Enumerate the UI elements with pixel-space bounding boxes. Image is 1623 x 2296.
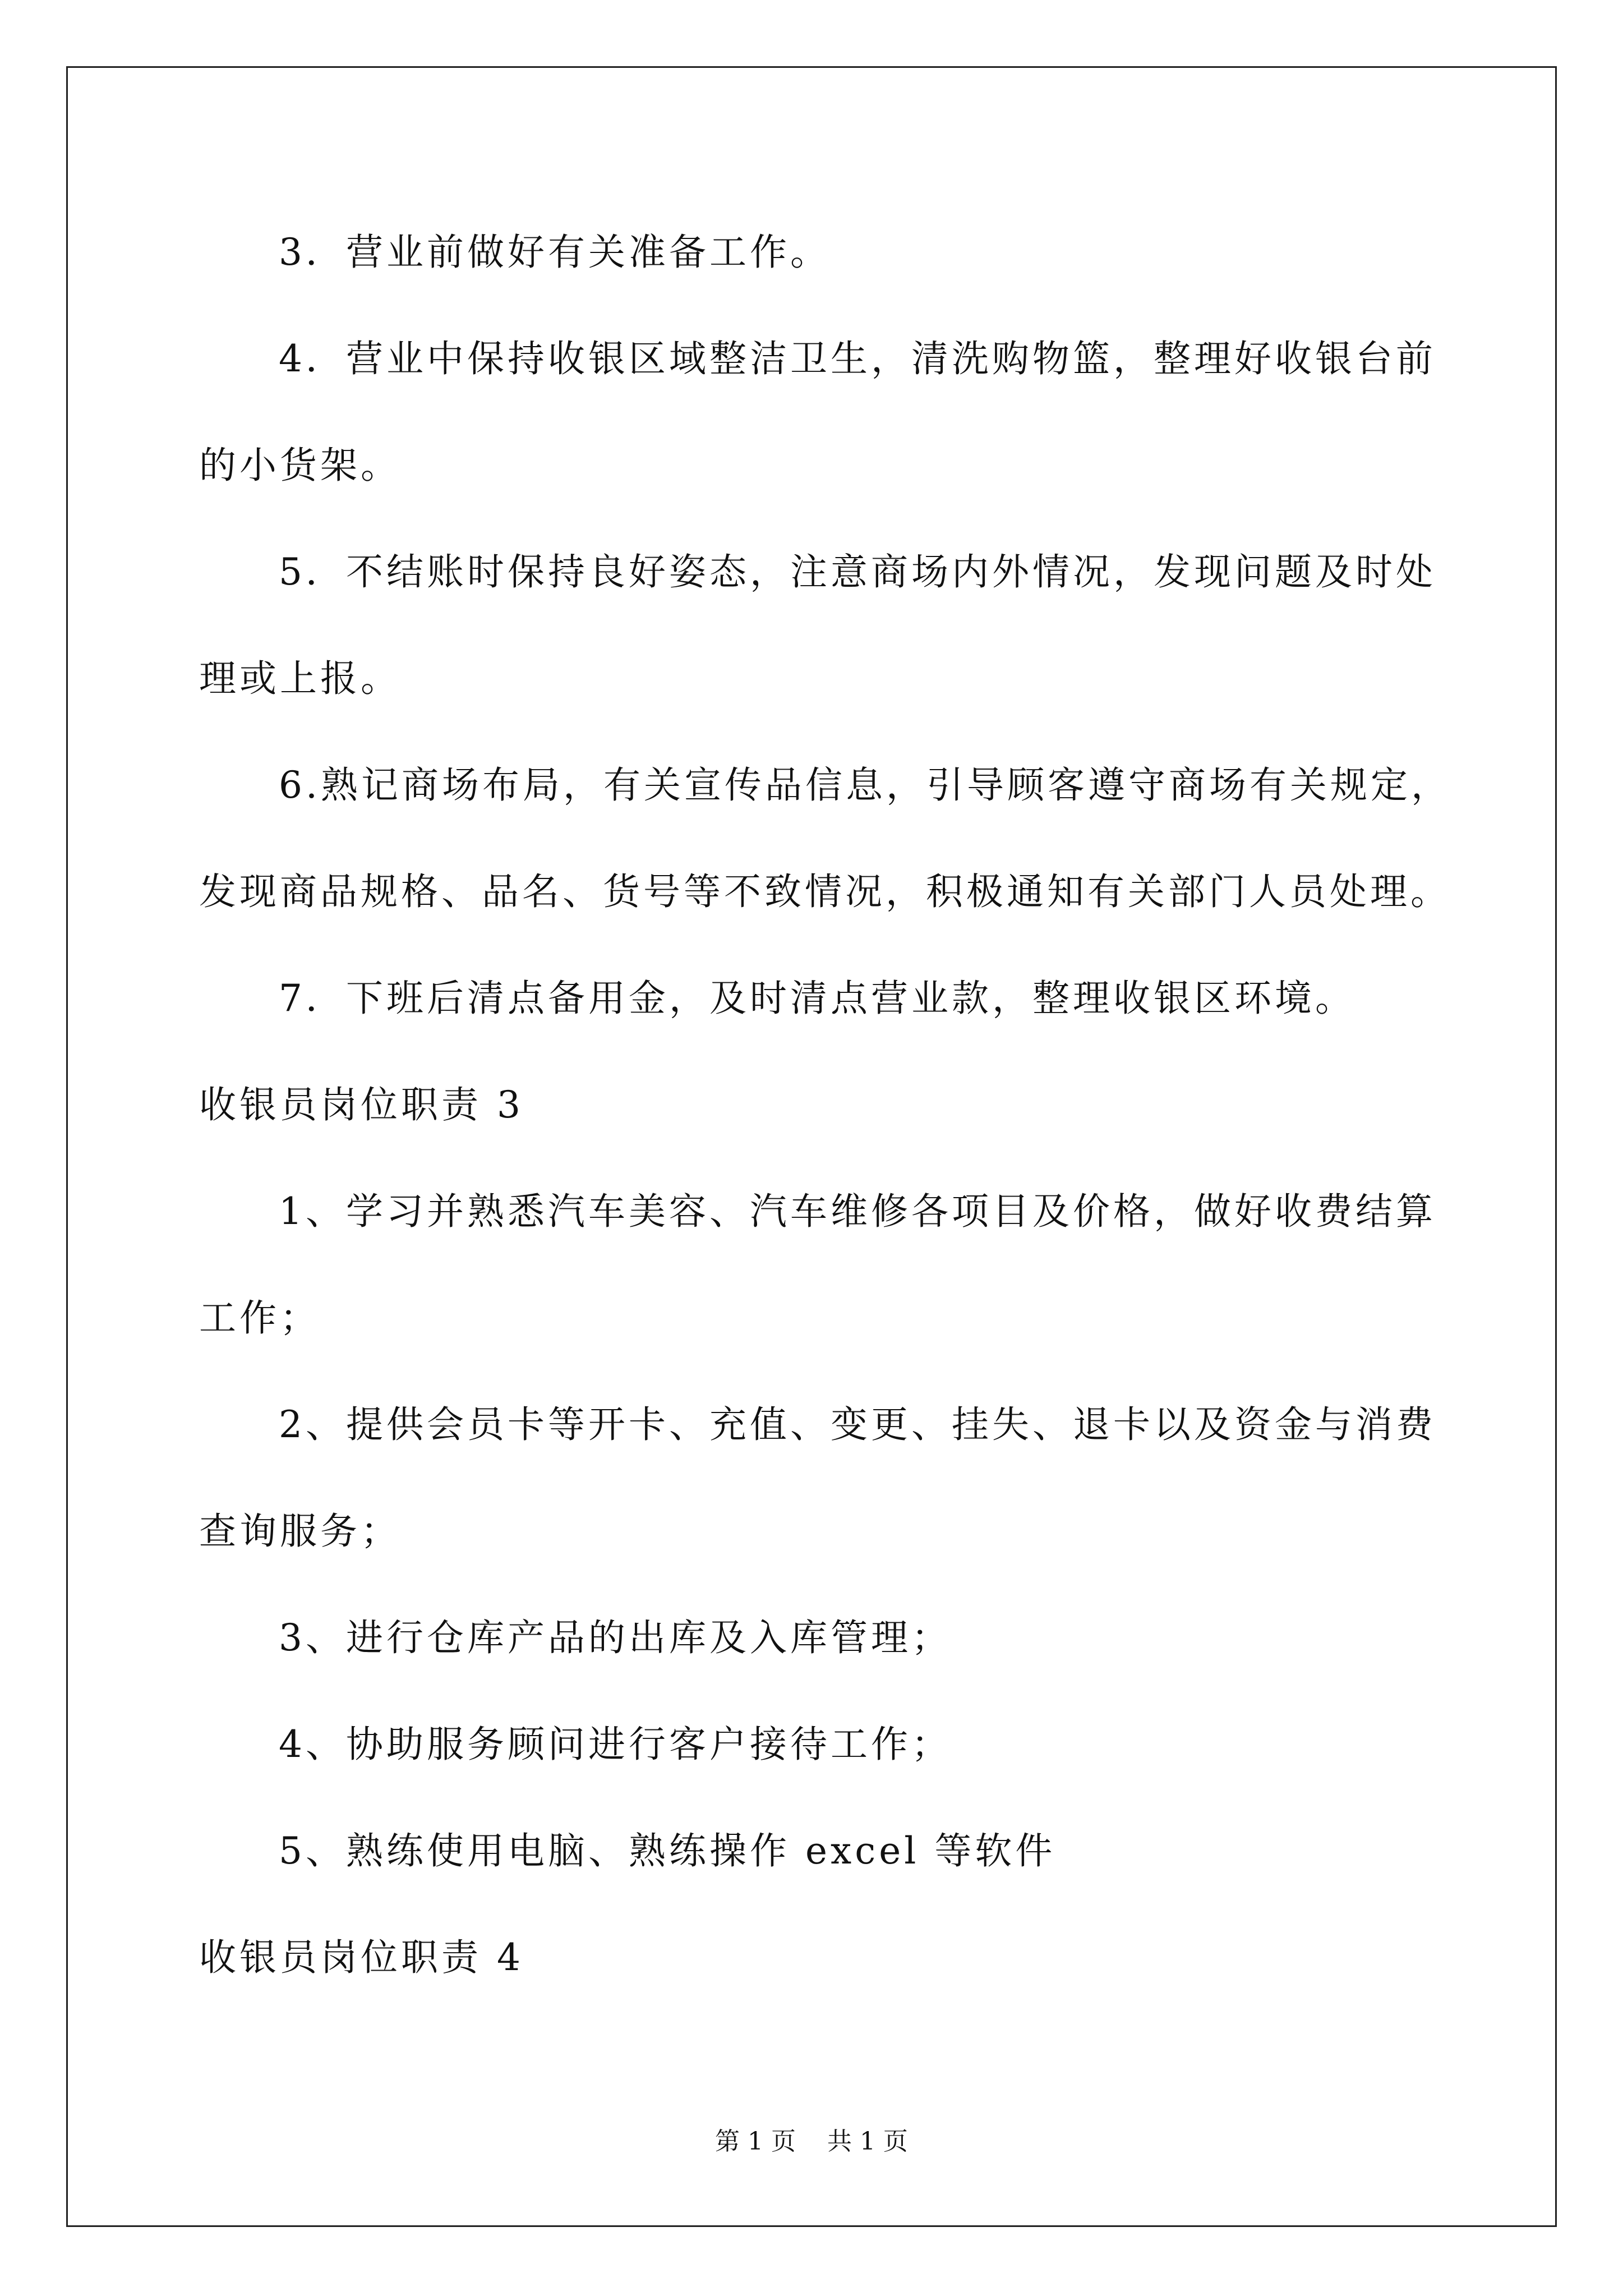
paragraph-line: 5、熟练使用电脑、熟练操作 excel 等软件 bbox=[279, 1829, 1056, 1872]
paragraph-line: 的小货架。 bbox=[199, 444, 401, 487]
section-heading: 收银员岗位职责 3 bbox=[199, 1083, 524, 1126]
paragraph-line: 查询服务； bbox=[199, 1510, 401, 1553]
paragraph-line: 6.熟记商场布局，有关宣传品信息，引导顾客遵守商场有关规定， bbox=[279, 763, 1451, 807]
paragraph-line: 工作； bbox=[199, 1296, 320, 1340]
page-border bbox=[66, 66, 1557, 2227]
paragraph-line: 4．营业中保持收银区域整洁卫生，清洗购物篮，整理好收银台前 bbox=[279, 337, 1436, 380]
section-heading: 收银员岗位职责 4 bbox=[199, 1936, 524, 1979]
paragraph-line: 4、协助服务顾问进行客户接待工作； bbox=[279, 1723, 952, 1766]
paragraph-line: 1、学习并熟悉汽车美容、汽车维修各项目及价格，做好收费结算 bbox=[279, 1190, 1436, 1233]
paragraph-line: 理或上报。 bbox=[199, 657, 401, 700]
paragraph-line: 2、提供会员卡等开卡、充值、变更、挂失、退卡以及资金与消费 bbox=[279, 1403, 1436, 1446]
paragraph-line: 3．营业前做好有关准备工作。 bbox=[279, 231, 831, 274]
page-footer: 第 1 页 共 1 页 bbox=[715, 2127, 908, 2156]
paragraph-line: 5．不结账时保持良好姿态，注意商场内外情况，发现问题及时处 bbox=[279, 550, 1436, 593]
paragraph-line: 发现商品规格、品名、货号等不致情况，积极通知有关部门人员处理。 bbox=[199, 870, 1451, 913]
paragraph-line: 7．下班后清点备用金，及时清点营业款，整理收银区环境。 bbox=[279, 977, 1355, 1020]
paragraph-line: 3、进行仓库产品的出库及入库管理； bbox=[279, 1616, 952, 1659]
